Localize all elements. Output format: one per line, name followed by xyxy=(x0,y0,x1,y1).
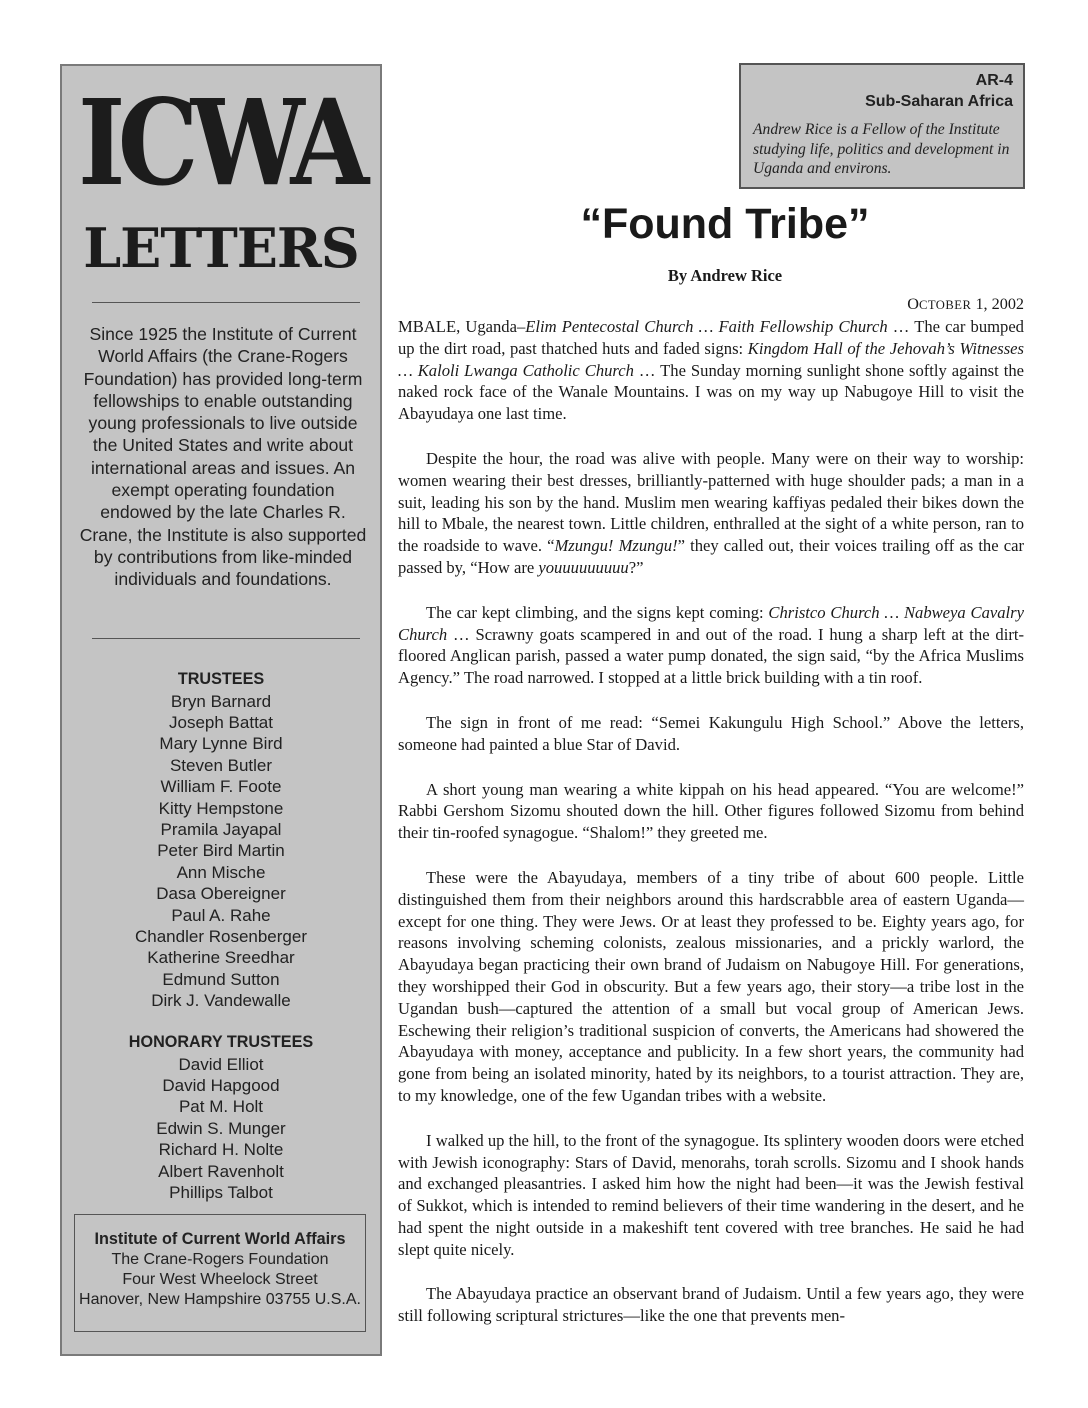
paragraph: The Abayudaya practice an observant brand of Judaism. Until a few years ago, they were still following scriptural strictures—like the one that prevents men- xyxy=(398,1284,1024,1326)
trustee-name: David Elliot xyxy=(178,1054,264,1074)
article-headline: “Found Tribe” xyxy=(580,200,870,248)
paragraph: The sign in front of me read: “Semei Kakungulu High School.” Above the letters, someone had painted a blue Star of David. xyxy=(398,712,1024,754)
trustee-name: Richard H. Nolte xyxy=(158,1140,284,1160)
about-text: Since 1925 the Institute of Current World Affairs (the Crane-Rogers Foundation) has provided long-term fellowships to enable outstanding young professionals to live outside the United States and write about international areas and issues. An exempt operating foundation endowed by the late Charles R. Crane, the Institute is also supported by contributions from like-minded individuals and foundations. xyxy=(79,324,367,590)
paragraph xyxy=(398,602,1024,689)
trustee-name: Mary Lynne Bird xyxy=(159,734,283,754)
divider xyxy=(92,638,360,639)
text-run: The car kept climbing, and the signs kept coming: xyxy=(426,602,769,622)
sidebar xyxy=(60,64,382,1356)
trustees-heading: TRUSTEES xyxy=(177,670,265,688)
text-run-italic: Mzungu! Mzungu! xyxy=(554,536,678,556)
institute-name: Institute of Current World Affairs xyxy=(94,1230,346,1248)
trustee-name: David Hapgood xyxy=(162,1076,280,1095)
honorary-trustees-heading: HONORARY TRUSTEES xyxy=(128,1033,314,1051)
trustee-name: Kitty Hempstone xyxy=(158,798,284,818)
trustee-name: Steven Butler xyxy=(169,755,273,775)
divider xyxy=(92,302,360,303)
text-run: MBALE, Uganda– xyxy=(398,317,526,336)
issue-region: Sub-Saharan Africa xyxy=(865,93,1013,110)
article-body xyxy=(398,316,1024,1350)
paragraph: I walked up the hill, to the front of the synagogue. Its splintery wooden doors were etched with Jewish iconography: Stars of David, menorahs, torah scrolls. Sizomu and I shook hands and exchanged pleasantries. I asked him how the night had been—it was the Jewish festival of Sukkot, which is intended to remind believers of their time wandering in the desert, and he had spent the night outside in a makeshift tent covered with tree branches. He said he had slept quite nicely. xyxy=(398,1130,1024,1259)
text-run-italic: Christco Church … Nabweya Cavalry Church xyxy=(398,602,1024,644)
text-run: … The car bumped up the dirt road, past thatched huts and faded signs: xyxy=(398,317,1024,358)
trustee-name: William F. Foote xyxy=(160,777,282,797)
text-run-italic: Elim Pentecostal Church … Faith Fellowship Church xyxy=(525,317,888,336)
masthead-subtitle: LETTERS xyxy=(83,216,359,280)
trustee-name: Edmund Sutton xyxy=(162,969,280,989)
article-byline: By Andrew Rice xyxy=(667,266,783,285)
paragraph: These were the Abayudaya, members of a tiny tribe of about 600 people. Little distinguished them from their neighbors around this hardscrabble area of eastern Uganda—except for one thing. They were Jews. Or at least they professed to be. Eighty years ago, for reasons involving scheming colonists, zealous missionaries, and a prickly warlord, the Abayudaya began practicing their own brand of Judaism on Nabugoye Hill. For generations, they worshipped their God in obscurity. But a few years ago, their story—a tribe lost in the Ugandan bush—captured the attention of a small but vocal group of American Jews. Eschewing their religion’s traditional suspicion of converts, the Americans had showered the Abayudaya with money, acceptance and publicity. In a few short years, the community had gone from being an isolated minority, hated by its neighbors, to a tourist attraction. They are, to my knowledge, one of the few Ugandan tribes with a website. xyxy=(398,867,1024,1105)
honorary-trustees-list xyxy=(62,1054,380,1204)
fellow-description: Andrew Rice is a Fellow of the Institute studying life, politics and development in Uganda and environs. xyxy=(753,121,1010,178)
issue-info-box xyxy=(739,63,1025,189)
paragraph xyxy=(398,448,1024,579)
text-run: Despite the hour, the road was alive with people. Many were on their way to worship: women wearing their best dresses, brilliantly-patterned with huge shoulder pads; a man in a suit, leading his son by the hand. Muslim men wearing kaffiyas pedaled their bikes down the hill to Mbale, the nearest town. Little children, enthralled at the sight of a white person, ran to the roadside to wave. “ xyxy=(398,448,1024,556)
trustee-name: Bryn Barnard xyxy=(170,691,272,711)
trustee-name: Paul A. Rahe xyxy=(171,905,271,925)
date-initial: O xyxy=(907,295,919,313)
trustees-list xyxy=(62,691,380,1012)
text-run-italic: Kingdom Hall of the Jehovah’s Witnesses … Kaloli Lwanga Catholic Church xyxy=(398,338,1024,380)
trustee-name: Dasa Obereigner xyxy=(156,884,286,904)
date-month: CTOBER xyxy=(918,298,972,312)
text-run-italic: youuuuuuuuu xyxy=(538,557,629,577)
text-run: … Scrawny goats scampered in and out of the road. I hung a sharp left at the dirt-floored Anglican parish, passed a water pump donated, the sign said, “by the Africa Muslims Agency.” The road narrowed. I stopped at a little brick building with a tin roof. xyxy=(398,624,1024,688)
trustee-name: Joseph Battat xyxy=(169,713,273,732)
honorary-trustees-section xyxy=(62,1032,380,1203)
date-day-year: 1, 2002 xyxy=(971,295,1024,313)
article-date xyxy=(907,293,1024,316)
trustee-name: Phillips Talbot xyxy=(169,1183,273,1203)
trustee-name: Dirk J. Vandewalle xyxy=(151,991,291,1011)
text-run: … The Sunday morning sunlight shone softly against the naked rock face of the Wanale Mountains. I was on my way up Nabugoye Hill to visit the Abayudaya one last time. xyxy=(398,360,1024,424)
trustee-name: Edwin S. Munger xyxy=(156,1118,286,1138)
institute-city: Hanover, New Hampshire 03755 U.S.A. xyxy=(79,1291,361,1308)
paragraph xyxy=(398,316,1024,425)
trustee-name: Chandler Rosenberger xyxy=(135,927,307,947)
issue-code: AR-4 xyxy=(975,72,1013,89)
paragraph: A short young man wearing a white kippah on his head appeared. “You are welcome!” Rabbi Gershom Sizomu shouted down the hill. Other figures followed Sizomu from behind their tin-roofed synagogue. “Shalom!” they greeted me. xyxy=(398,779,1024,843)
trustee-name: Pat M. Holt xyxy=(178,1097,264,1117)
trustee-name: Pramila Jayapal xyxy=(160,820,282,840)
trustee-name: Peter Bird Martin xyxy=(157,841,285,861)
trustee-name: Ann Mische xyxy=(176,862,266,882)
trustee-name: Katherine Sreedhar xyxy=(147,948,295,968)
text-run: ?” xyxy=(628,557,644,577)
text-run: ” they called out, their voices trailing off as the car passed by, “How are xyxy=(398,536,1024,577)
trustee-name: Albert Ravenholt xyxy=(158,1161,284,1181)
masthead-title: ICWA xyxy=(78,73,362,212)
institute-foundation: The Crane-Rogers Foundation xyxy=(111,1251,329,1268)
institute-street: Four West Wheelock Street xyxy=(122,1271,318,1288)
institute-address-box xyxy=(74,1214,366,1332)
trustees-section xyxy=(62,669,380,1012)
